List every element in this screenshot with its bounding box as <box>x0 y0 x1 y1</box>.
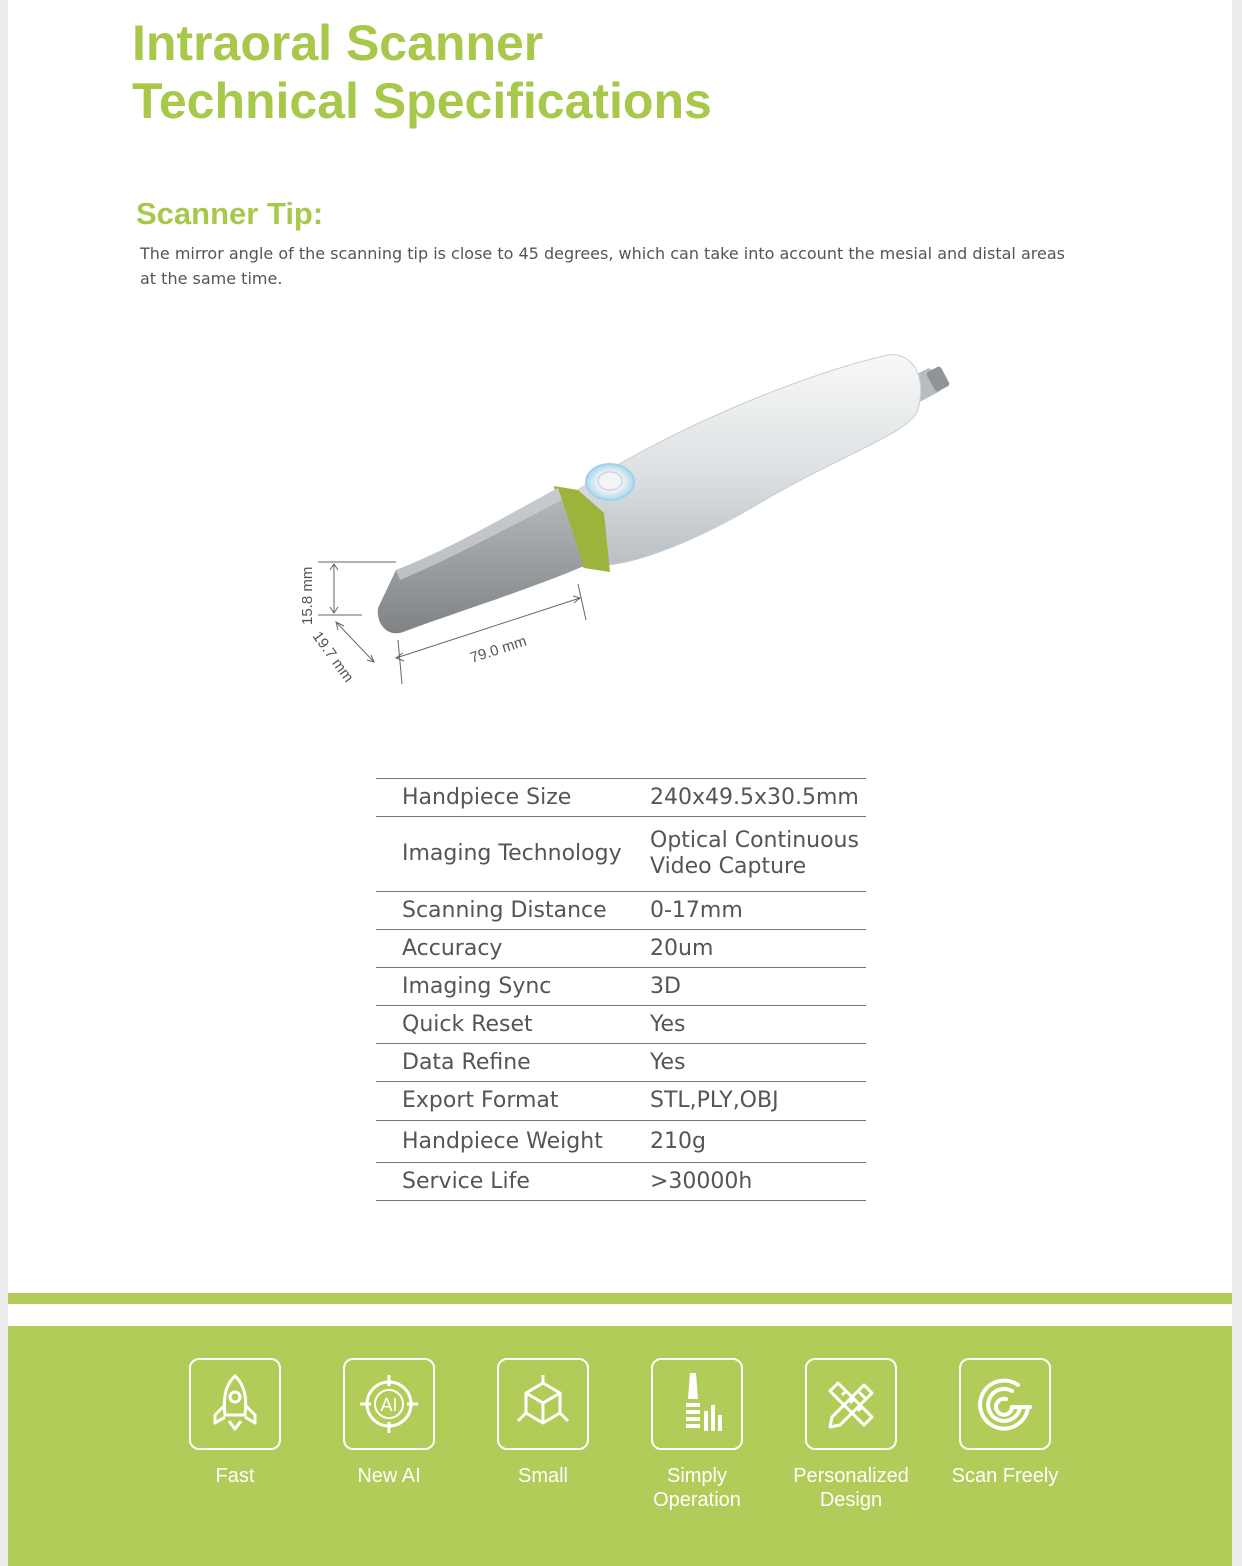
feature-label: Personalized Design <box>793 1465 909 1511</box>
pencil-ruler-icon <box>805 1358 897 1450</box>
feature-scan-freely <box>930 1358 1080 1488</box>
spec-value: STL,PLY,OBJ <box>650 1088 779 1113</box>
spec-key: Handpiece Size <box>402 784 572 810</box>
table-row <box>376 1082 866 1121</box>
table-row <box>376 1044 866 1082</box>
table-row <box>376 892 866 930</box>
table-row <box>376 1006 866 1044</box>
table-row <box>376 1121 866 1163</box>
spec-key: Accuracy <box>402 935 503 961</box>
spec-value: >30000h <box>650 1168 753 1194</box>
scanner-tip-heading: Scanner Tip: <box>136 196 324 231</box>
spec-value: Yes <box>650 1011 686 1037</box>
feature-small <box>468 1358 618 1488</box>
table-row <box>376 779 866 817</box>
feature-label: Fast <box>215 1465 255 1487</box>
scanner-bars-icon <box>651 1358 743 1450</box>
cube-icon <box>497 1358 589 1450</box>
spec-key: Imaging Technology <box>402 841 622 866</box>
title-line-2: Technical Specifications <box>132 73 712 129</box>
feature-personalized-design <box>776 1358 926 1512</box>
feature-label: Simply Operation <box>653 1465 741 1511</box>
spec-value: Optical Continuous Video Capture <box>650 828 859 879</box>
table-row <box>376 930 866 968</box>
scan-arcs-icon <box>959 1358 1051 1450</box>
ai-target-icon <box>343 1358 435 1450</box>
dim-width-label: 19.7 mm <box>308 628 357 686</box>
scanner-tip-description: The mirror angle of the scanning tip is close to 45 degrees, which can take into account the mesial and distal areas at the same time. <box>140 244 1065 288</box>
spec-value: 0-17mm <box>650 897 743 923</box>
table-row <box>376 817 866 892</box>
dim-length-label: 79.0 mm <box>467 632 529 667</box>
feature-label: New AI <box>357 1465 421 1487</box>
page-title <box>132 14 712 130</box>
feature-simply-operation <box>622 1358 772 1512</box>
spec-key: Scanning Distance <box>402 897 607 923</box>
spec-key: Handpiece Weight <box>402 1128 603 1154</box>
spec-key: Export Format <box>402 1088 559 1113</box>
spec-key: Service Life <box>402 1168 530 1194</box>
scanner-handpiece-illustration <box>278 340 978 700</box>
spec-key: Data Refine <box>402 1049 531 1075</box>
spec-key: Quick Reset <box>402 1011 533 1037</box>
spec-value: Yes <box>650 1049 686 1075</box>
svg-text:AI: AI <box>380 1395 398 1415</box>
rocket-icon <box>189 1358 281 1450</box>
spec-value: 20um <box>650 935 714 961</box>
title-line-1: Intraoral Scanner <box>132 15 544 71</box>
spec-key: Imaging Sync <box>402 973 552 999</box>
table-row <box>376 968 866 1006</box>
spec-table <box>376 778 866 1201</box>
features-band <box>8 1326 1232 1566</box>
feature-fast <box>160 1358 310 1488</box>
feature-label: Scan Freely <box>951 1465 1059 1487</box>
feature-label: Small <box>517 1465 568 1487</box>
feature-new-ai <box>314 1358 464 1488</box>
dim-height-label: 15.8 mm <box>299 566 316 625</box>
divider-band <box>8 1293 1232 1304</box>
scanner-tip <box>378 488 584 633</box>
spec-sheet-page <box>8 0 1232 1566</box>
handpiece-body <box>578 355 921 566</box>
spec-value: 3D <box>650 973 681 999</box>
table-row <box>376 1163 866 1201</box>
spec-value: 210g <box>650 1128 706 1154</box>
spec-value: 240x49.5x30.5mm <box>650 784 859 810</box>
